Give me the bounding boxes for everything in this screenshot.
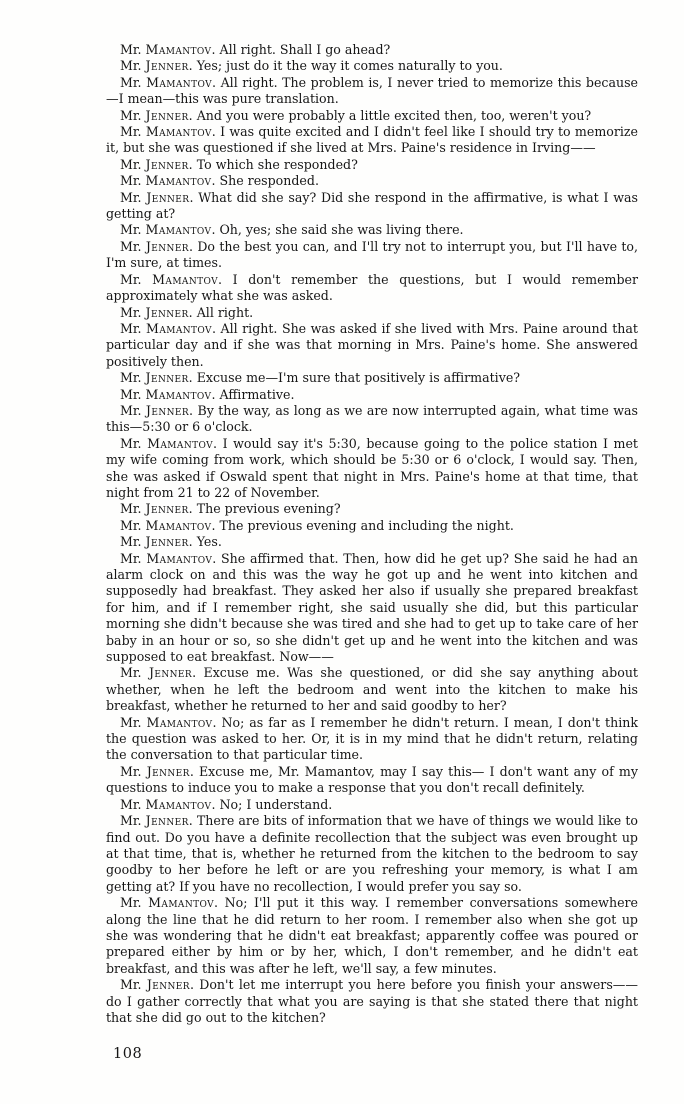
- speaker-label: Mr. Jenner.: [120, 534, 193, 550]
- speaker-label: Mr. Jenner.: [120, 501, 193, 517]
- speaker-label: Mr. Jenner.: [120, 665, 197, 681]
- speaker-name: Mamantov: [146, 550, 213, 566]
- speech-text: I don't remember the questions, but I would remember approximately what she was asked.: [106, 271, 638, 304]
- speaker-name: Mamantov: [145, 517, 212, 533]
- speech-text: No; as far as I remember he didn't return. I mean, I don't think the question was asked to her. Or, it is in my mind that he didn't return, relating the conversation to that particular time.: [106, 714, 638, 763]
- speaker-label: Mr. Jenner.: [120, 977, 194, 993]
- speaker-label: Mr. Jenner.: [120, 107, 193, 123]
- speaker-label: Mr. Jenner.: [120, 189, 194, 205]
- speaker-name: Mamantov: [146, 320, 212, 336]
- speaker-name: Jenner: [145, 813, 189, 829]
- speaker-label: Mr. Mamantov.: [120, 796, 216, 812]
- speaker-label: Mr. Mamantov.: [120, 550, 217, 566]
- speaker-name: Jenner: [145, 534, 189, 550]
- speaker-name: Mamantov: [148, 895, 215, 911]
- transcript-paragraph: [106, 222, 638, 238]
- speech-text: All right. She was asked if she lived with Mrs. Paine around that particular day and if she was that morning in Mrs. Paine's home. She answered positively then.: [106, 320, 638, 369]
- speech-text: Oh, yes; she said she was living there.: [215, 222, 464, 238]
- speaker-label: Mr. Mamantov.: [120, 42, 216, 57]
- speaker-name: Mamantov: [145, 386, 212, 402]
- speaker-label: Mr. Jenner.: [120, 156, 193, 172]
- speaker-label: Mr. Mamantov.: [120, 435, 218, 451]
- page-number: 108: [113, 1046, 143, 1063]
- transcript-paragraph: [106, 764, 638, 797]
- speech-text: She affirmed that. Then, how did he get up? She said he had an alarm clock on and this was the way he got up and he went into kitchen and supposedly had breakfast. They asked her also if usually she prepared breakfast for him, and if I remember right, she said usually she did, but this particular morning she didn't because she was tired and she had to get up to take care of her baby in an hour or so, so she didn't get up and he went into the kitchen and was supposed to eat breakfast. Now——: [106, 550, 638, 665]
- speaker-label: Mr. Mamantov.: [120, 222, 216, 238]
- speaker-name: Mamantov: [145, 124, 212, 140]
- speaker-name: Jenner: [145, 304, 189, 320]
- speaker-name: Jenner: [145, 156, 189, 172]
- speaker-label: Mr. Mamantov.: [120, 124, 216, 140]
- transcript-paragraph: [106, 124, 638, 157]
- transcript-paragraph: [106, 370, 638, 386]
- speech-text: I was quite excited and I didn't feel like I should try to memorize it, but she was questioned if she lived at Mrs. Paine's residence in Irving——: [106, 124, 638, 156]
- speaker-label: Mr. Jenner.: [120, 402, 194, 418]
- speaker-name: Mamantov: [146, 714, 213, 730]
- speaker-name: Jenner: [145, 402, 190, 418]
- transcript-paragraph: [106, 42, 638, 58]
- speech-text: She responded.: [215, 173, 319, 189]
- speaker-label: Mr. Jenner.: [120, 763, 194, 779]
- speech-text: Excuse me. Was she questioned, or did she say anything about whether, when he left the bedroom and went into the kitchen to make his breakfast, whether he returned to her and said goodby to her?: [106, 665, 638, 714]
- transcript-paragraph: [106, 75, 638, 108]
- speech-text: Do the best you can, and I'll try not to interrupt you, but I'll have to, I'm sure, at times.: [106, 238, 638, 271]
- speech-text: What did she say? Did she respond in the affirmative, is what I was getting at?: [106, 189, 638, 222]
- speaker-label: Mr. Jenner.: [120, 370, 193, 386]
- transcript-paragraph: [106, 551, 638, 666]
- transcript-paragraph: [106, 715, 638, 764]
- speaker-label: Mr. Mamantov.: [120, 386, 216, 402]
- transcript-paragraph: [106, 305, 638, 321]
- transcript-paragraph: [106, 436, 638, 502]
- transcript-paragraph: [106, 534, 638, 550]
- speaker-name: Jenner: [146, 977, 190, 993]
- speech-text: No; I'll put it this way. I remember conversations somewhere along the line that he did return to her room. I remember also when she got up she was wondering that he didn't eat breakfast; apparently coffee was poured or prepared either by him or by her, which, I don't remember, and he didn't eat breakfast, and this was after he left, we'll say, a few minutes.: [106, 895, 638, 976]
- speaker-name: Jenner: [148, 665, 193, 681]
- speaker-label: Mr. Mamantov.: [120, 895, 219, 911]
- transcript-paragraph: [106, 190, 638, 223]
- speech-text: All right.: [192, 304, 254, 320]
- speaker-label: Mr. Jenner.: [120, 58, 193, 74]
- speech-text: All right. Shall I go ahead?: [215, 42, 391, 57]
- transcript-paragraph: [106, 173, 638, 189]
- speaker-name: Jenner: [146, 763, 190, 779]
- speech-text: No; I understand.: [215, 796, 333, 812]
- transcript-paragraph: [106, 813, 638, 895]
- speech-text: The previous evening and including the night.: [215, 517, 514, 533]
- speech-text: To which she responded?: [192, 156, 358, 172]
- speech-text: There are bits of information that we have of things we would like to find out. Do you have a definite recollection that the subject was even brought up at that time, that is, whether he returned from the kitchen to the bedroom to say goodby to her before he left or are you refreshing your memory, is what I am getting at? If you have no recollection, I would prefer you say so.: [106, 813, 638, 894]
- speaker-label: Mr. Mamantov.: [120, 74, 217, 90]
- speech-text: The previous evening?: [192, 501, 341, 517]
- speaker-name: Jenner: [145, 58, 189, 74]
- speech-text: Excuse me, Mr. Mamantov, may I say this— I don't want any of my questions to induce you to make a response that you don't recall definitely.: [106, 763, 638, 796]
- speaker-label: Mr. Jenner.: [120, 238, 193, 254]
- transcript-paragraph: [106, 387, 638, 403]
- transcript-paragraph: [106, 797, 638, 813]
- speech-text: All right. The problem is, I never tried to memorize this because—I mean—this was pure translation.: [106, 74, 638, 107]
- transcript-paragraph: [106, 157, 638, 173]
- speaker-label: Mr. Mamantov.: [120, 173, 216, 189]
- transcript-paragraph: [106, 108, 638, 124]
- speaker-label: Mr. Mamantov.: [120, 714, 217, 730]
- transcript-paragraph: [106, 58, 638, 74]
- speaker-name: Mamantov: [146, 74, 213, 90]
- speaker-name: Mamantov: [145, 222, 212, 238]
- speaker-name: Jenner: [145, 501, 189, 517]
- speaker-name: Mamantov: [145, 173, 212, 189]
- speaker-name: Mamantov: [145, 42, 212, 57]
- speaker-name: Mamantov: [147, 435, 214, 451]
- speaker-name: Jenner: [145, 107, 189, 123]
- speaker-name: Mamantov: [145, 796, 212, 812]
- transcript-paragraph: [106, 239, 638, 272]
- speech-text: Affirmative.: [215, 386, 295, 402]
- transcript-paragraph: [106, 321, 638, 370]
- speaker-name: Jenner: [145, 238, 189, 254]
- speech-text: And you were probably a little excited then, too, weren't you?: [192, 107, 592, 123]
- speech-text: I would say it's 5:30, because going to the police station I met my wife coming from work, which should be 5:30 or 6 o'clock, I would say. Then, she was asked if Oswald spent that night in Mrs. Paine's home at that time, that night from 21 to 22 of November.: [106, 435, 638, 500]
- speaker-label: Mr. Mamantov.: [120, 271, 223, 287]
- transcript-paragraph: [106, 272, 638, 305]
- speaker-label: Mr. Mamantov.: [120, 517, 216, 533]
- speech-text: Excuse me—I'm sure that positively is affirmative?: [192, 370, 521, 386]
- transcript-paragraph: [106, 665, 638, 714]
- speaker-name: Jenner: [145, 370, 189, 386]
- speaker-name: Jenner: [146, 189, 190, 205]
- transcript-paragraph: [106, 977, 638, 1026]
- speech-text: Yes.: [192, 534, 222, 550]
- transcript-paragraph: [106, 403, 638, 436]
- transcript-paragraph: [106, 501, 638, 517]
- speech-text: By the way, as long as we are now interrupted again, what time was this—5:30 or 6 o'clock.: [106, 402, 638, 435]
- speaker-label: Mr. Jenner.: [120, 304, 193, 320]
- speaker-label: Mr. Mamantov.: [120, 320, 216, 336]
- transcript-paragraph: [106, 895, 638, 977]
- speech-text: Don't let me interrupt you here before you finish your answers——do I gather correctly that what you are saying is that she stated there that night that she did go out to the kitchen?: [106, 977, 638, 1025]
- transcript-paragraph: [106, 518, 638, 534]
- speech-text: Yes; just do it the way it comes naturally to you.: [192, 58, 503, 74]
- speaker-name: Mamantov: [152, 271, 219, 287]
- transcript: [106, 42, 638, 1063]
- speaker-label: Mr. Jenner.: [120, 813, 193, 829]
